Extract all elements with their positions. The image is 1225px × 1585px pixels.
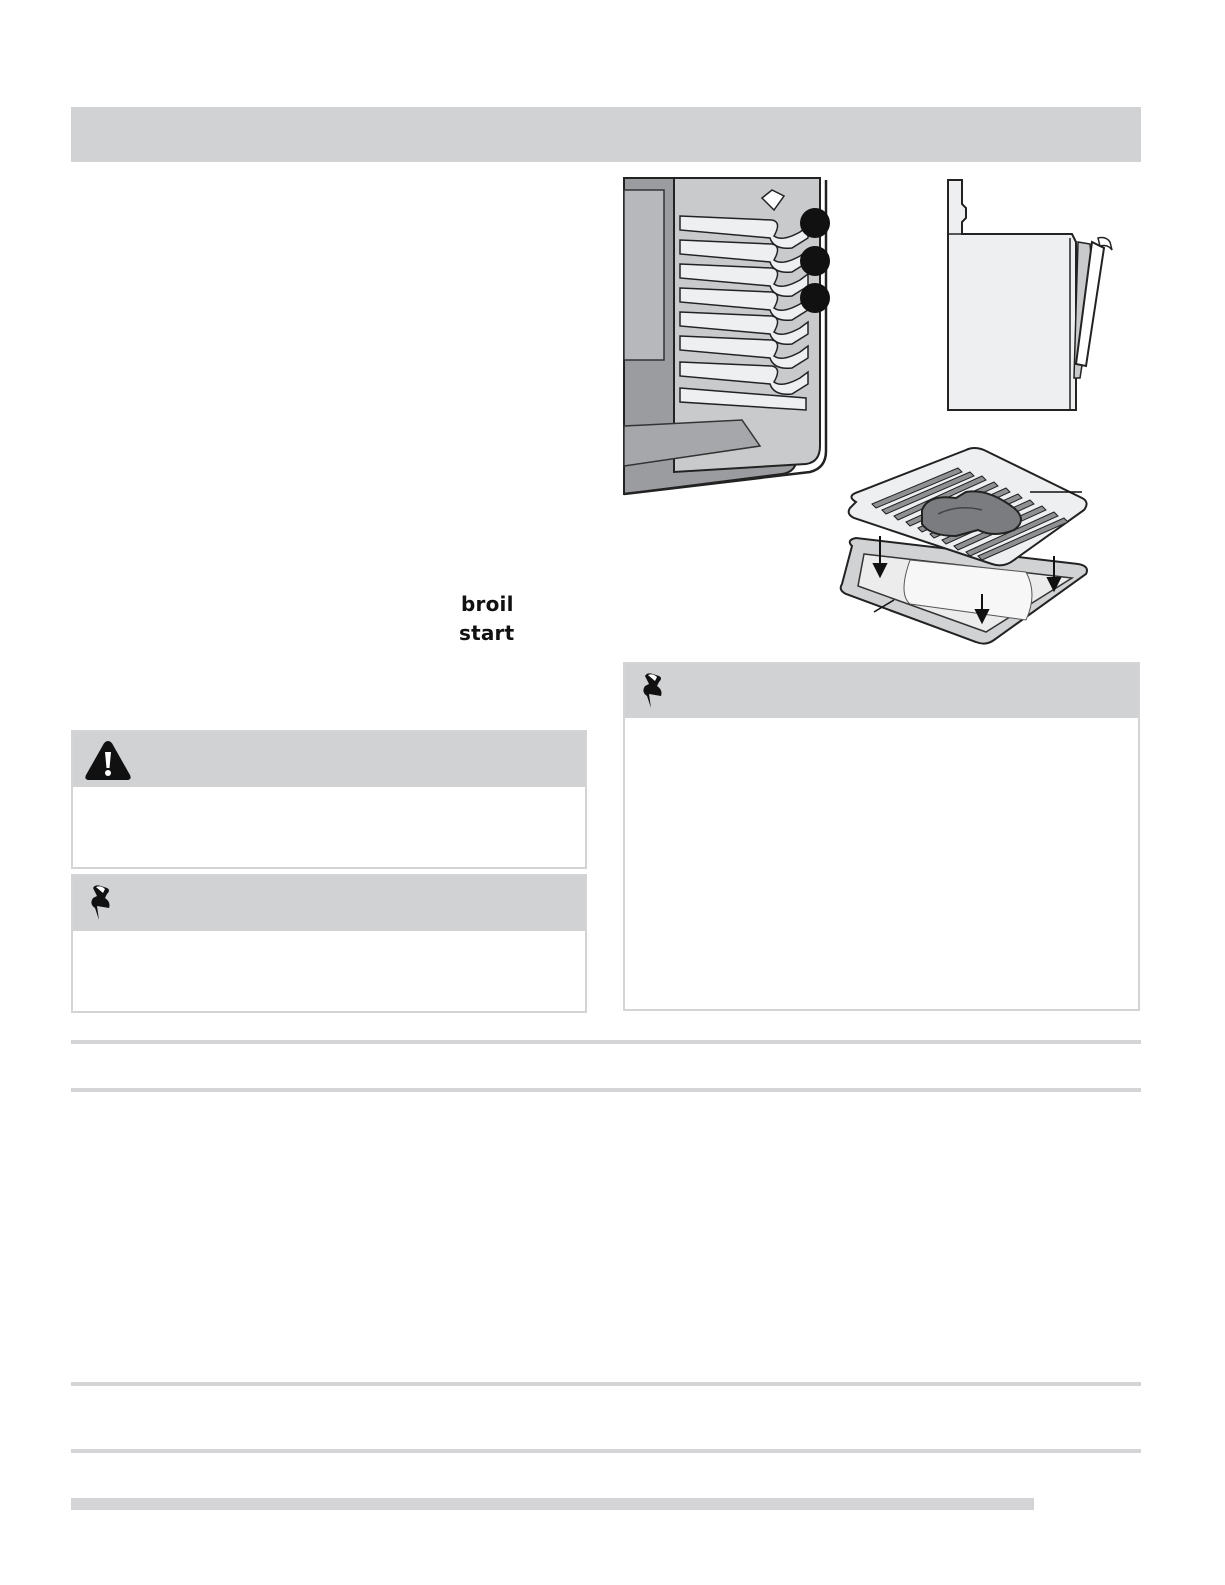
- page-footer-bar: [71, 1498, 1034, 1510]
- note-callout-box: [623, 662, 1140, 1011]
- warning-triangle-icon: [84, 739, 132, 781]
- section-divider: [71, 1382, 1141, 1386]
- section-header-bar: [71, 107, 1141, 162]
- rack-position-marker: [800, 283, 830, 313]
- note-callout-header: [73, 876, 585, 931]
- rack-position-marker: [800, 208, 830, 238]
- pushpin-icon: [87, 884, 117, 924]
- broil-key-label: broil: [461, 592, 514, 616]
- warning-callout-box: [71, 730, 587, 869]
- start-key-label: start: [459, 621, 515, 645]
- pushpin-icon: [639, 672, 669, 712]
- section-divider: [71, 1088, 1141, 1092]
- broiler-pan-illustration: [838, 444, 1090, 646]
- rack-position-marker: [800, 246, 830, 276]
- section-divider: [71, 1040, 1141, 1044]
- section-divider: [71, 1449, 1141, 1453]
- warning-callout-header: [73, 732, 585, 787]
- range-side-view-illustration: [944, 178, 1120, 414]
- note-callout-header: [625, 664, 1138, 718]
- note-callout-box: [71, 874, 587, 1013]
- oven-rack-positions-illustration: [622, 176, 834, 496]
